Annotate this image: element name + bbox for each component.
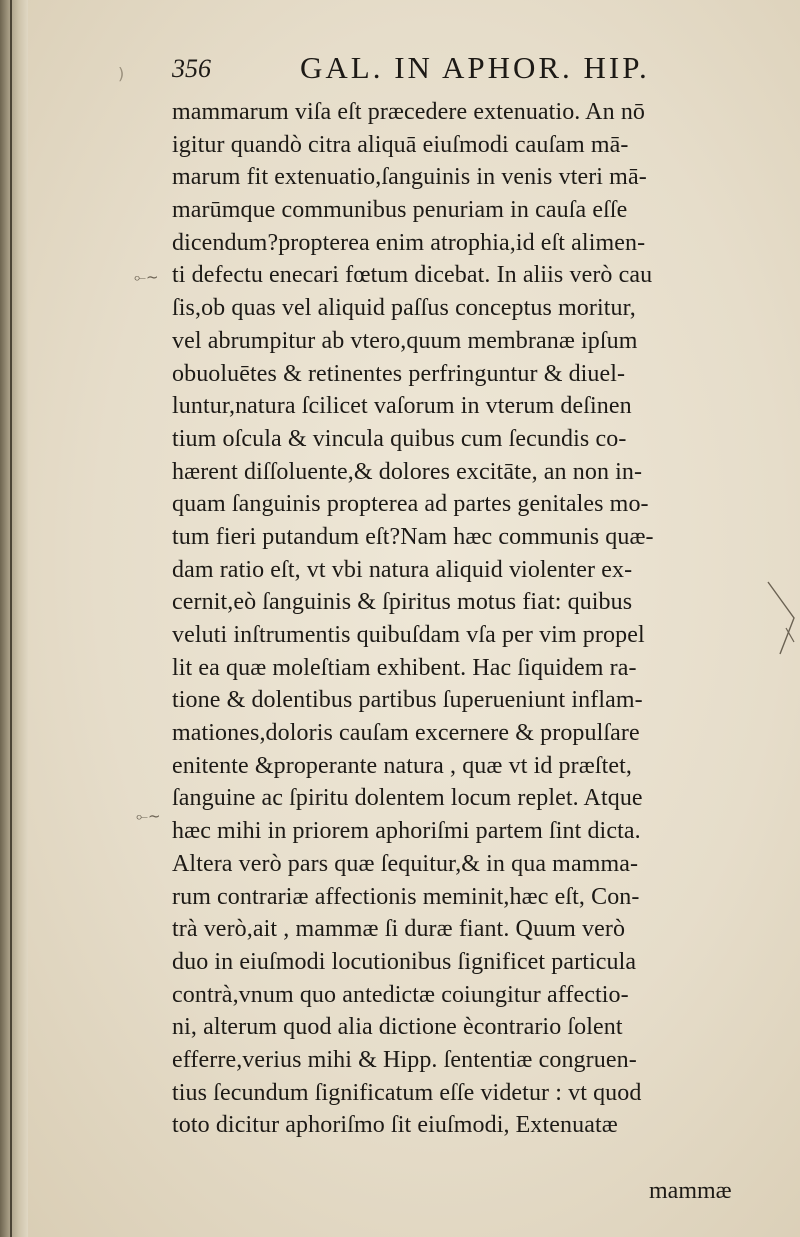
- text-line: tum fieri putandum eſt?Nam hæc communis quæ-: [172, 523, 654, 550]
- text-line: hæc mihi in priorem aphoriſmi partem ſint dicta.: [172, 818, 641, 845]
- text-line: trà verò,ait , mammæ ſi duræ fiant. Quum verò: [172, 916, 626, 943]
- text-line: Altera verò pars quæ ſequitur,& in qua mamma-: [172, 850, 639, 877]
- text-line: marum fit extenuatio,ſanguinis in venis vteri mā-: [172, 164, 647, 191]
- text-line: veluti inſtrumentis quibuſdam vſa per vim propel: [172, 622, 645, 648]
- text-line: ni, alterum quod alia dictione ècontrario ſolent: [172, 1014, 623, 1041]
- running-title: GAL. IN APHOR. HIP.: [300, 50, 650, 85]
- text-line: hærent diſſoluente,& dolores excitāte, an non in-: [172, 458, 643, 485]
- catchword: mammæ: [649, 1178, 732, 1204]
- text-line: mationes,doloris cauſam excernere & propulſare: [172, 720, 640, 747]
- manuscript-margin-mark: ⟜~: [136, 807, 161, 825]
- text-line: quam ſanguinis propterea ad partes genitales mo-: [172, 491, 649, 518]
- text-line: efferre,verius mihi & Hipp. ſententiæ congruen-: [172, 1046, 637, 1073]
- gutter-line: [10, 0, 12, 1237]
- text-line: contrà,vnum quo antedictæ coiungitur affectio-: [172, 981, 629, 1008]
- text-line: dam ratio eſt, vt vbi natura aliquid violenter ex-: [172, 556, 633, 583]
- binding-gutter: [0, 0, 28, 1237]
- page-number: 356: [172, 54, 211, 83]
- text-line: toto dicitur aphoriſmo ſit eiuſmodi, Extenuatæ: [172, 1112, 618, 1139]
- text-line: dicendum?propterea enim atrophia,id eſt alimen-: [172, 229, 646, 256]
- text-line: marūmque communibus penuriam in cauſa eſſe: [172, 197, 628, 224]
- text-line: igitur quandò citra aliquā eiuſmodi cauſam mā-: [172, 131, 629, 158]
- manuscript-margin-mark: ⟜~: [134, 268, 159, 286]
- text-line: vel abrumpitur ab vtero,quum membranæ ipſum: [172, 327, 638, 354]
- text-line: ti defectu enecari fœtum dicebat. In aliis verò cau: [172, 262, 653, 289]
- text-line: cernit,eò ſanguinis & ſpiritus motus fiat: quibus: [172, 589, 633, 616]
- text-line: obuoluētes & retinentes perfringuntur & diuel-: [172, 360, 626, 387]
- page-header: [172, 48, 732, 92]
- text-line: mammarum viſa eſt præcedere extenuatio. An nō: [172, 99, 646, 125]
- body-text: [172, 96, 772, 1142]
- text-line: tium oſcula & vincula quibus cum ſecundis co-: [172, 425, 627, 452]
- text-line: rum contrariæ affectionis meminit,hæc eſt, Con-: [172, 883, 640, 910]
- text-line: lit ea quæ moleſtiam exhibent. Hac ſiquidem ra-: [172, 654, 637, 681]
- text-line: tius ſecundum ſignificatum eſſe videtur : vt quod: [172, 1079, 642, 1106]
- text-line: ſis,ob quas vel aliquid paſſus conceptus moritur,: [172, 295, 636, 322]
- text-line: tione & dolentibus partibus ſuperueniunt inflam-: [172, 687, 643, 714]
- text-line: enitente &properante natura , quæ vt id præſtet,: [172, 752, 633, 779]
- text-line: ſanguine ac ſpiritu dolentem locum replet. Atque: [172, 785, 643, 812]
- text-line: luntur,natura ſcilicet vaſorum in vterum deſinen: [172, 393, 632, 420]
- margin-tick-mark: ): [118, 64, 125, 83]
- text-line: duo in eiuſmodi locutionibus ſignificet particula: [172, 948, 637, 975]
